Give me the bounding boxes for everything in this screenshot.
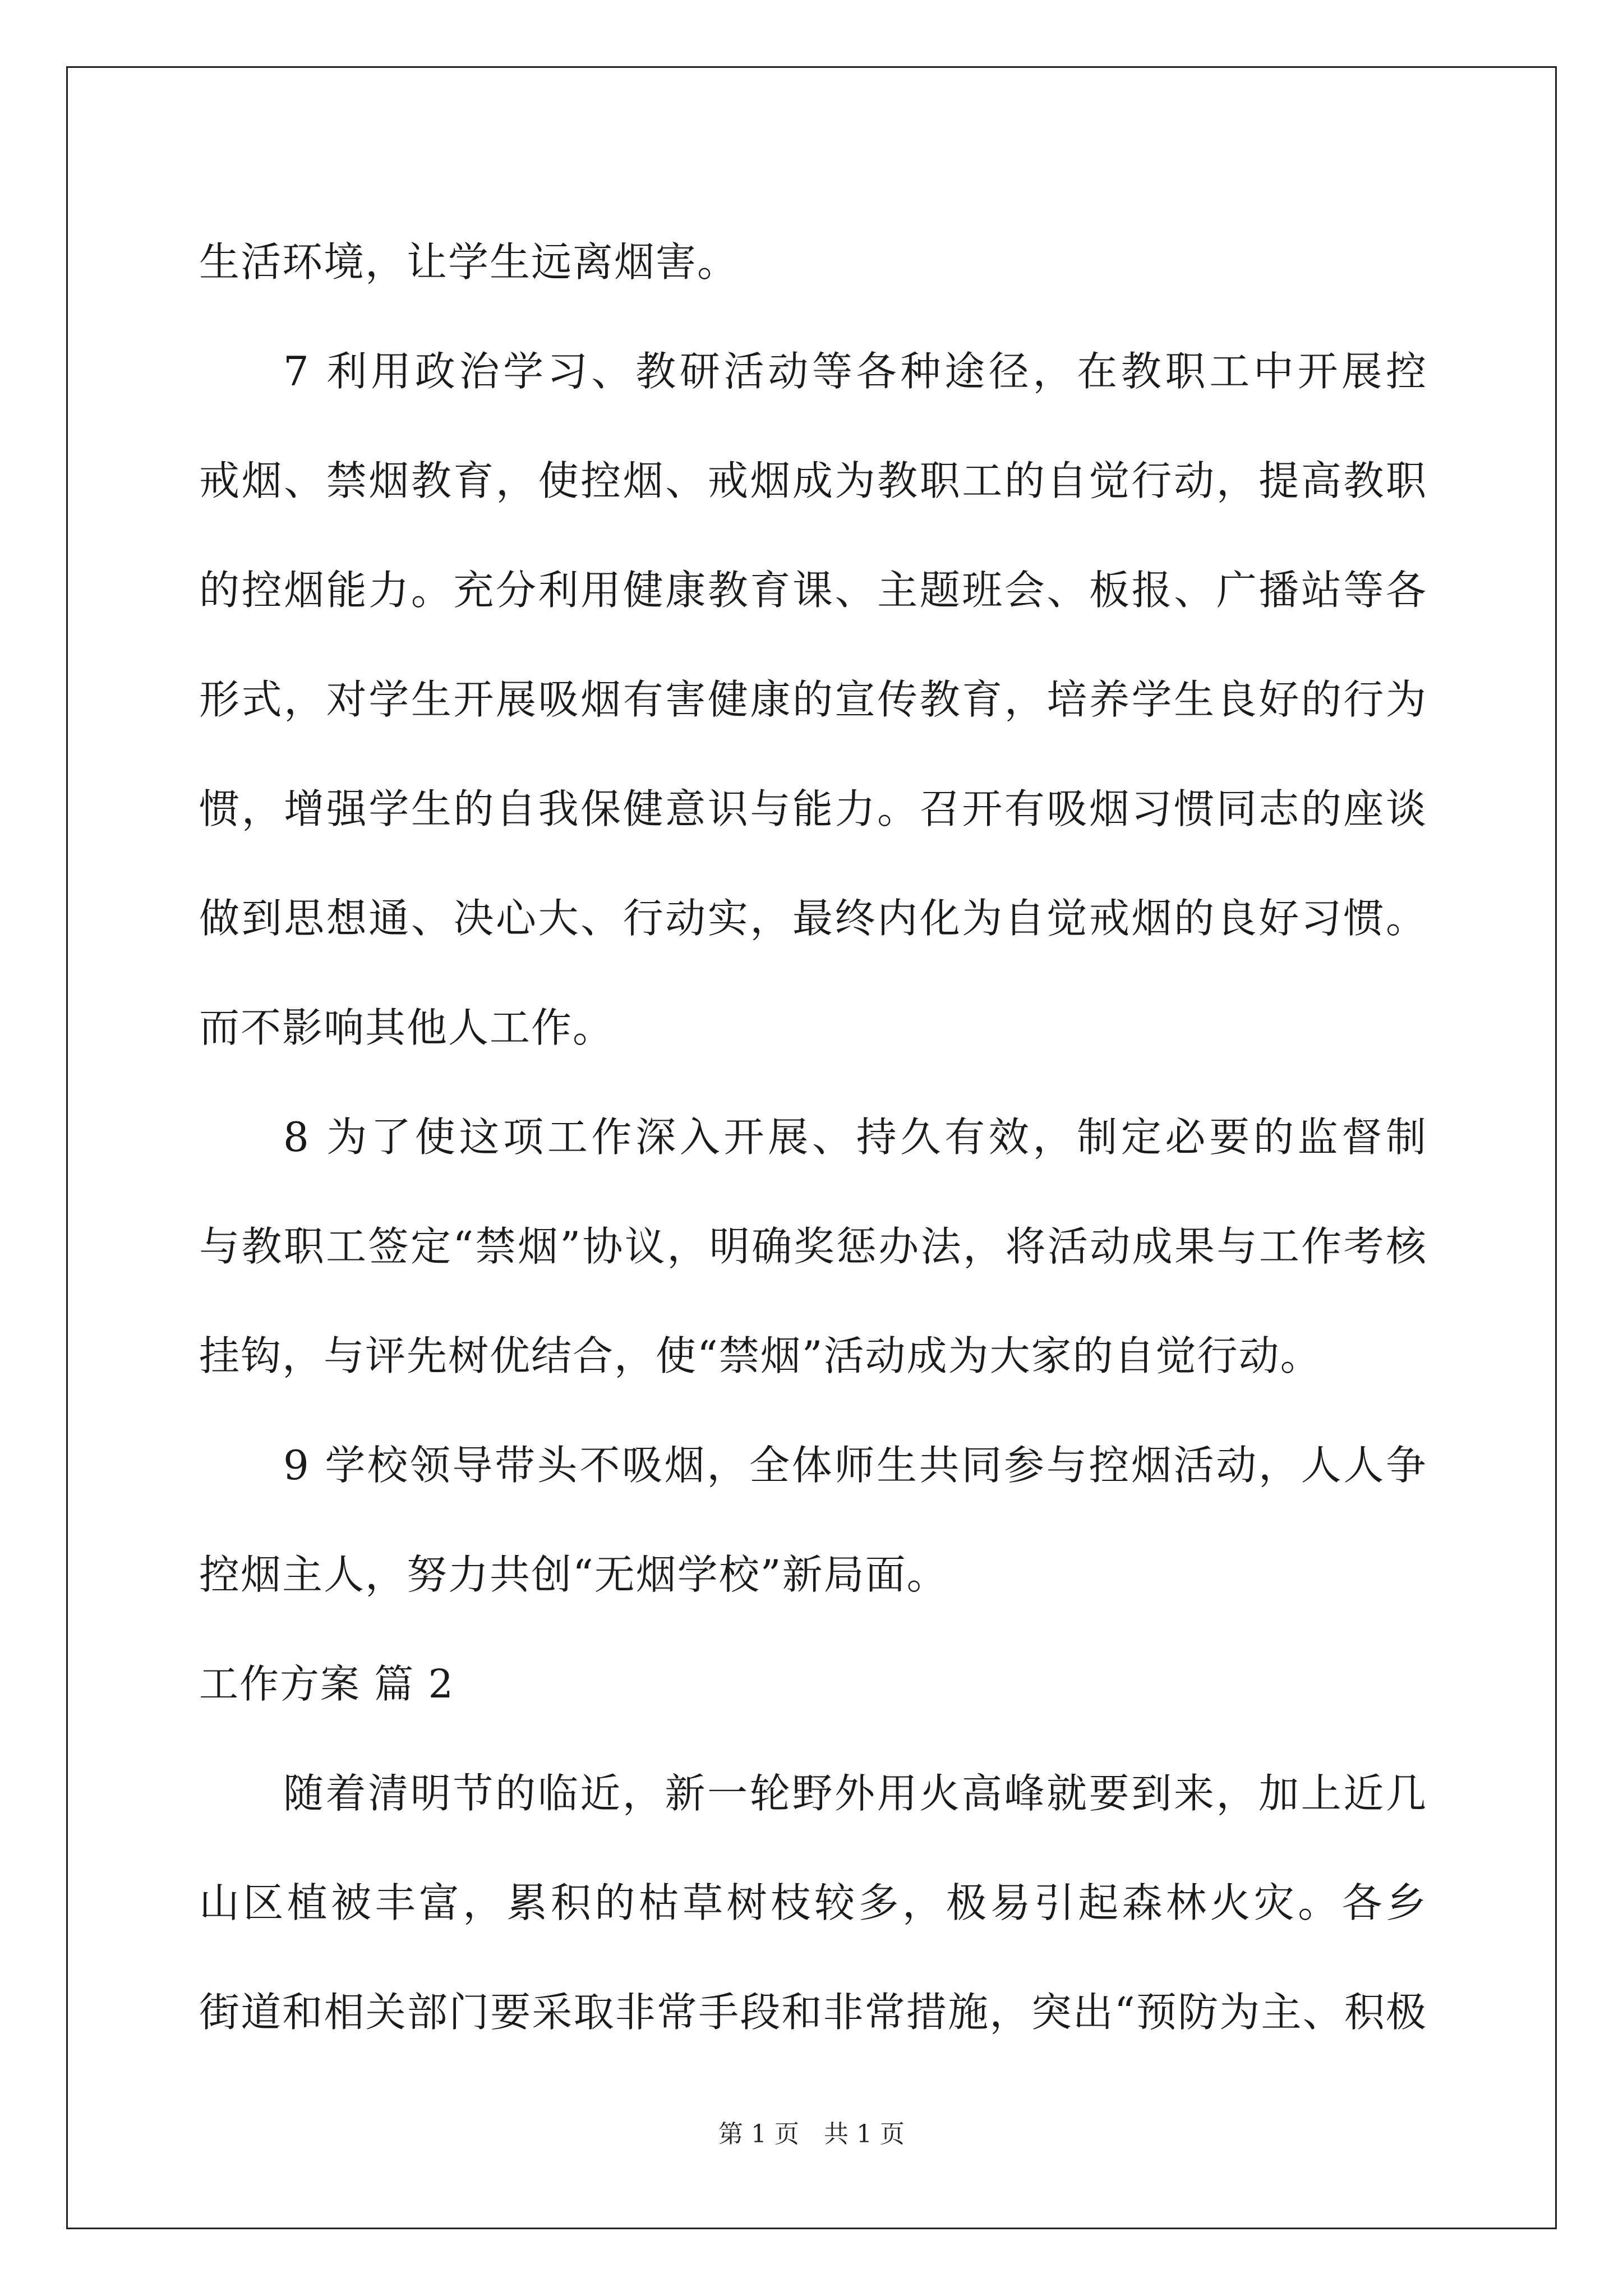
page-footer: 第 1 页 共 1 页 <box>718 2120 905 2148</box>
section-heading: 工作方案 篇 2 <box>199 1661 455 1707</box>
text-line: 随着清明节的临近，新一轮野外用火高峰就要到来，加上近几 <box>283 1770 1427 1817</box>
document-body <box>199 208 1427 2067</box>
text-line: 惯，增强学生的自我保健意识与能力。召开有吸烟习惯同志的座谈 <box>199 785 1427 832</box>
text-line: 戒烟、禁烟教育，使控烟、戒烟成为教职工的自觉行动，提高教职 <box>199 457 1427 504</box>
text-line: 与教职工签定“禁烟”协议，明确奖惩办法，将活动成果与工作考核 <box>199 1223 1427 1270</box>
text-line: 山区植被丰富，累积的枯草树枝较多，极易引起森林火灾。各乡 <box>199 1879 1427 1926</box>
text-line: 7 利用政治学习、教研活动等各种途径，在教职工中开展控 <box>283 348 1427 395</box>
text-line: 而不影响其他人工作。 <box>199 1004 615 1051</box>
text-line: 生活环境，让学生远离烟害。 <box>199 238 739 286</box>
text-line: 控烟主人，努力共创“无烟学校”新局面。 <box>199 1551 948 1598</box>
text-line: 挂钩，与评先树优结合，使“禁烟”活动成为大家的自觉行动。 <box>199 1332 1322 1379</box>
text-line: 的控烟能力。充分利用健康教育课、主题班会、板报、广播站等各 <box>199 567 1427 614</box>
text-line: 街道和相关部门要采取非常手段和非常措施，突出“预防为主、积极 <box>199 1989 1427 2036</box>
text-line: 9 学校领导带头不吸烟，全体师生共同参与控烟活动，人人争 <box>283 1442 1427 1489</box>
text-line: 8 为了使这项工作深入开展、持久有效，制定必要的监督制 <box>283 1114 1427 1161</box>
text-line: 做到思想通、决心大、行动实，最终内化为自觉戒烟的良好习惯。 <box>199 895 1427 942</box>
text-line: 形式，对学生开展吸烟有害健康的宣传教育，培养学生良好的行为 <box>199 676 1427 723</box>
